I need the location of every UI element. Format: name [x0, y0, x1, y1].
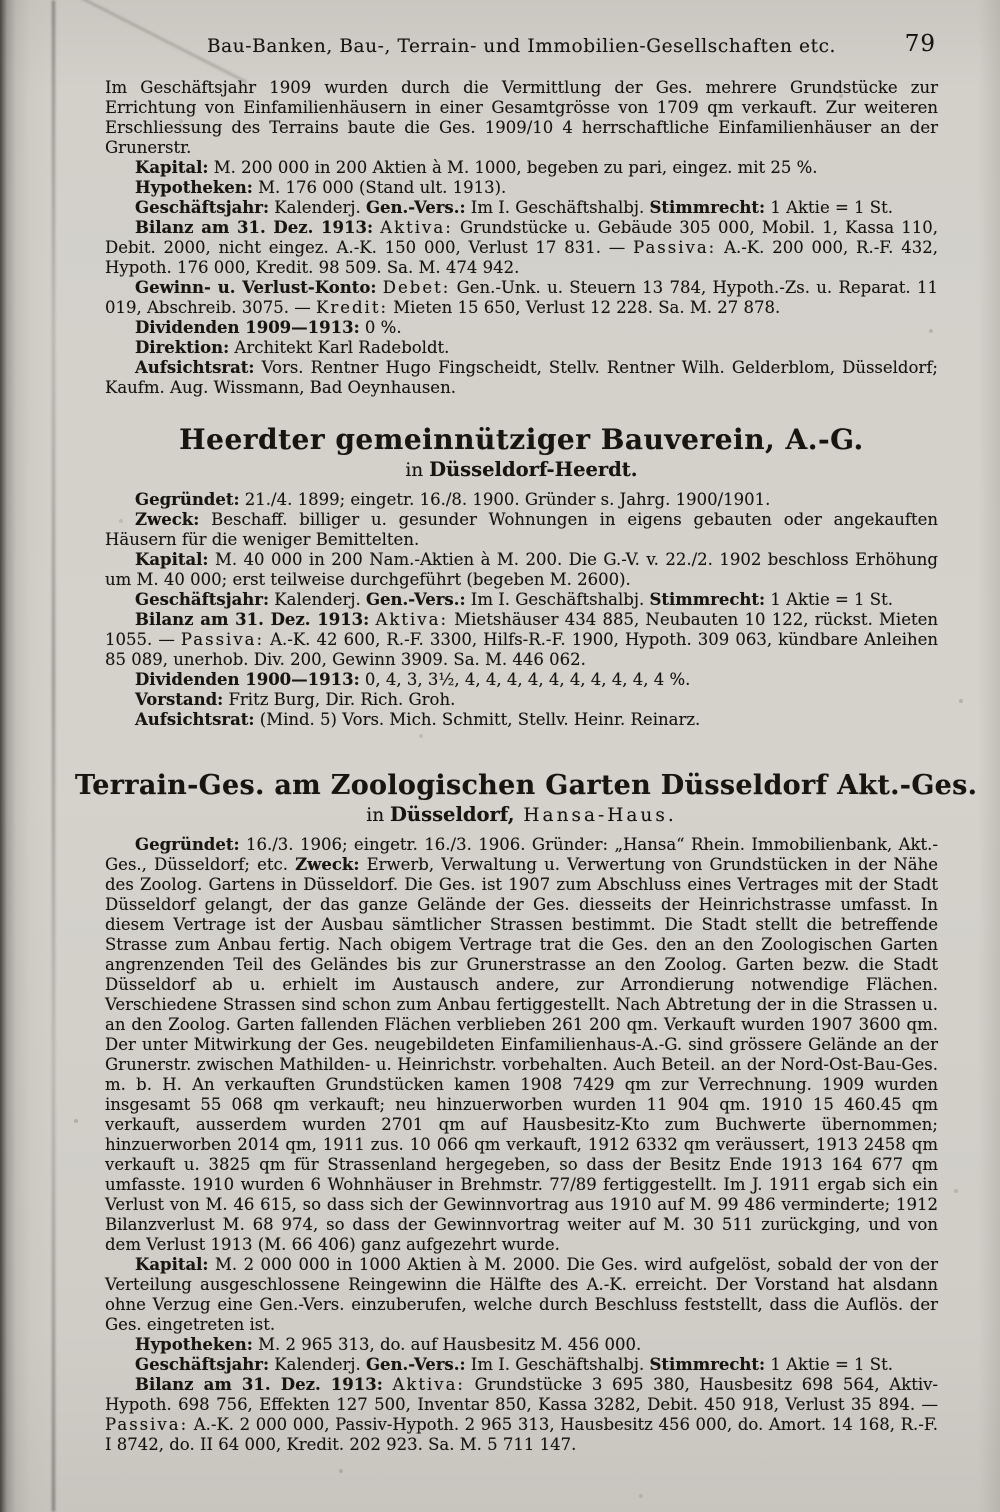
text-segment: Gen.-Vers.: — [365, 1355, 466, 1374]
text-segment: Gen.-Unk. u. Steuern 13 784, Hypoth.-Zs. u. Reparat. 11 019, Abschreib. 3075. — — [105, 278, 938, 317]
page-content — [75, 78, 978, 1455]
text-segment: Geschäftsjahr: — [135, 1355, 270, 1374]
text-segment: Kapital: — [135, 550, 209, 569]
text-segment: in — [366, 805, 390, 826]
text-segment: Aktiva: — [392, 1375, 465, 1394]
entry-paragraph — [105, 338, 938, 358]
text-segment: Gen.-Vers.: — [365, 198, 466, 217]
text-segment: Im I. Geschäftshalbj. — [465, 1355, 650, 1374]
text-segment: Zweck: — [135, 510, 200, 529]
text-segment: M. 2 965 313, do. auf Hausbesitz M. 456 000. — [252, 1335, 642, 1354]
company-name-heading: Terrain-Ges. am Zoologischen Garten Düsseldorf Akt.-Ges. — [75, 770, 978, 801]
text-segment: Kapital: — [135, 158, 209, 177]
text-segment: Fritz Burg, Dir. Rich. Groh. — [223, 690, 456, 709]
entry-paragraph — [105, 710, 938, 730]
text-segment: Hypotheken: — [135, 1335, 253, 1354]
entry-paragraph — [105, 318, 938, 338]
entry-paragraph — [105, 1355, 938, 1375]
text-segment: Aufsichtsrat: — [135, 358, 255, 377]
text-segment: Bilanz am 31. Dez. 1913: — [135, 610, 370, 629]
text-segment: Gen.-Vers.: — [365, 590, 466, 609]
text-segment: Passiva: — [633, 238, 717, 257]
text-segment: Architekt Karl Radeboldt. — [229, 338, 450, 357]
running-head — [105, 31, 938, 57]
text-segment: 0, 4, 3, 3½, 4, 4, 4, 4, 4, 4, 4, 4, 4, 4 %. — [359, 670, 691, 689]
text-segment: Aktiva: — [375, 610, 449, 629]
company-name-heading: Heerdter gemeinnütziger Bauverein, A.-G. — [179, 423, 864, 456]
text-segment: Erwerb, Verwaltung u. Verwertung von Grundstücken in der Nähe des Zoolog. Gartens in Düsseldorf. Die Ges. ist 1907 zum Abschluss eines Vertrages mit der Stadt Düsseldorf gelangt, der das ganze Gelände der Ges. diesseits der Heinrichstrasse umfasst. In diesem Vertrage ist der Ausbau sämtlicher Strassen bestimmt. Die Stadt stellt die betreffende Strasse zum Anbau fertig. Nach obigem Vertrage trat die Ges. den an den Zoologischen Garten angrenzenden Teil des Geländes bis zur Grunerstrasse an den Zoolog. Garten bezw. die Stadt Düsseldorf ab u. erhielt im Austausch andere, zur Arrondierung notwendige Flächen. Verschiedene Strassen sind schon zum Anbau fertiggestellt. Nach Abtretung der in die Strassen u. an den Zoolog. Garten fallenden Flächen verblieben 261 200 qm. Verkauft wurden 1907 3600 qm. Der unter Mitwirkung der Ges. neugebildeten Einfamilienhaus-A.-G. sind grössere Gelände an der Grunerstr. zwischen Mathilden- u. Heinrichstr. vorbehalten. Auch Beteil. an der Nord-Ost-Bau-Ges. m. b. H. An verkauften Grundstücken kamen 1908 7429 qm zur Verrechnung. 1909 wurden insgesamt 55 068 qm verkauft; neu hinzuerworben wurden 11 904 qm. 1910 15 460.45 qm verkauft, ausserdem wurden 2701 qm auf Hausbesitz-Kto zum Buchwerte übernommen; hinzuerworben 2014 qm, 1911 zus. 10 066 qm verkauft, 1912 6332 qm veräussert, 1913 2458 qm verkauft u. 3825 qm für Strassenland hergegeben, so dass der Besitz Ende 1913 164 677 qm umfasste. 1910 wurden 6 Wohnhäuser in Brehmstr. 77/89 fertiggestellt. Im J. 1911 ergab sich ein Verlust von M. 46 615, so dass sich der Gewinnvortrag aus 1910 auf M. 99 486 verminderte; 1912 Bilanzverlust M. 68 974, so dass der Gewinnvortrag weiter auf M. 30 511 zurückging, und von dem Verlust 1913 (M. 66 406) ganz aufgezehrt wurde. — [105, 855, 938, 1254]
text-segment: Passiva: — [105, 1415, 189, 1434]
text-segment: Düsseldorf, — [390, 803, 515, 826]
text-segment: Dividenden 1900—1913: — [135, 670, 360, 689]
text-segment: Direktion: — [135, 338, 230, 357]
text-segment: Im I. Geschäftshalbj. — [465, 590, 650, 609]
text-segment: 1 Aktie = 1 St. — [765, 198, 893, 217]
text-segment: Kalenderj. — [269, 590, 366, 609]
text-segment: 1 Aktie = 1 St. — [765, 590, 893, 609]
running-head-title: Bau-Banken, Bau-, Terrain- und Immobilien-Gesellschaften etc. — [206, 36, 837, 57]
text-segment: Geschäftsjahr: — [135, 198, 270, 217]
text-segment: M. 40 000 in 200 Nam.-Aktien à M. 200. Die G.-V. v. 22./2. 1902 beschloss Erhöhung um M. 40 000; erst teilweise durchgeführt (begeben M. 2600). — [105, 550, 938, 589]
text-segment: M. 176 000 (Stand ult. 1913). — [252, 178, 507, 197]
entry-paragraph — [105, 670, 938, 690]
entry-paragraph — [105, 490, 938, 510]
text-segment: Grundstücke u. Gebäude 305 000, Mobil. 1, Kassa 110, Debit. 2000, nicht eingez. A.-K. 150 000, Verlust 17 831. — — [105, 218, 939, 257]
text-segment: 21./4. 1899; eingetr. 16./8. 1900. Gründer s. Jahrg. 1900/1901. — [239, 490, 771, 509]
text-segment: Mieten 15 650, Verlust 12 228. Sa. M. 27 878. — [388, 298, 781, 317]
text-segment: Stimmrecht: — [649, 198, 766, 217]
text-segment: Stimmrecht: — [649, 1355, 766, 1374]
entry-paragraph — [105, 610, 938, 670]
entry-paragraph — [105, 198, 938, 218]
text-segment: Bilanz am 31. Dez. 1913: — [135, 1375, 383, 1394]
text-segment: Beschaff. billiger u. gesunder Wohnungen in eigens gebauten oder angekauften Häusern für die weniger Bemittelten. — [105, 510, 938, 549]
text-segment: 16./3. 1906; eingetr. 16./3. 1906. Gründer: „Hansa“ Rhein. Immobilienbank, Akt.-Ges., Düsseldorf; etc. — [105, 835, 938, 874]
text-segment: (Mind. 5) Vors. Mich. Schmitt, Stellv. Heinr. Reinarz. — [254, 710, 701, 729]
text-segment: Aufsichtsrat: — [135, 710, 255, 729]
text-segment: Gegründet: — [135, 490, 240, 509]
text-segment: Gegründet: — [135, 835, 240, 854]
text-segment: Kapital: — [135, 1255, 209, 1274]
text-segment: M. 200 000 in 200 Aktien à M. 1000, begeben zu pari, eingez. mit 25 %. — [208, 158, 818, 177]
text-segment: Aktiva: — [380, 218, 453, 237]
entry-paragraph — [105, 178, 938, 198]
entry-paragraph — [105, 510, 938, 550]
text-segment: Vorstand: — [135, 690, 224, 709]
company-location — [105, 458, 938, 481]
text-segment: Geschäftsjahr: — [135, 590, 270, 609]
text-segment: 1 Aktie = 1 St. — [765, 1355, 893, 1374]
text-segment: Düsseldorf-Heerdt. — [429, 458, 638, 481]
text-segment: Stimmrecht: — [649, 590, 766, 609]
company-location — [105, 803, 938, 826]
text-segment: A.-K. 2 000 000, Passiv-Hypoth. 2 965 313, Hausbesitz 456 000, do. Amort. 14 168, R.-F. I 8742, do. II 64 000, Kredit. 202 923. Sa. M. 5 711 147. — [105, 1415, 938, 1454]
text-segment: Kredit: — [316, 298, 389, 317]
text-segment: M. 2 000 000 in 1000 Aktien à M. 2000. Die Ges. wird aufgelöst, sobald der von der Verteilung ausgeschlossene Reingewinn die Hälfte des A.-K. erreicht. Der Vorstand hat alsdann ohne Verzug eine Gen.-Vers. einzuberufen, welche durch Beschluss feststellt, dass die Auflös. der Ges. eingetreten ist. — [105, 1255, 938, 1334]
company-entry — [105, 78, 938, 398]
text-segment: in — [405, 460, 430, 481]
entry-paragraph — [105, 550, 938, 590]
entry-paragraph — [105, 78, 938, 158]
entry-paragraph — [105, 690, 938, 710]
entry-paragraph — [105, 158, 938, 178]
page-binding-crease — [52, 0, 55, 1512]
text-segment: Im I. Geschäftshalbj. — [465, 198, 650, 217]
entry-paragraph — [105, 1375, 938, 1455]
text-segment: 0 %. — [359, 318, 402, 337]
text-segment: Mietshäuser 434 885, Neubauten 10 122, rückst. Mieten 1055. — — [105, 610, 938, 649]
text-segment: Passiva: — [180, 630, 265, 649]
entry-paragraph — [105, 278, 938, 318]
entry-paragraph — [105, 835, 938, 1255]
paper-specks — [0, 0, 2, 2]
page-number: 79 — [904, 31, 936, 57]
text-segment — [383, 1375, 393, 1394]
text-segment: Dividenden 1909—1913: — [135, 318, 360, 337]
text-segment: Kalenderj. — [269, 1355, 366, 1374]
text-segment: Im Geschäftsjahr 1909 wurden durch die Vermittlung der Ges. mehrere Grundstücke zur Errichtung von Einfamilienhäusern in einer Gesamtgrösse von 1709 qm verkauft. Zur weiteren Erschliessung des Terrains baute die Ges. 1909/10 4 herrschaftliche Einfamilienhäuser an der Grunerstr. — [105, 78, 938, 157]
text-segment: Zweck: — [295, 855, 360, 874]
text-segment: Kalenderj. — [269, 198, 366, 217]
text-segment: Bilanz am 31. Dez. 1913: — [135, 218, 374, 237]
entry-paragraph — [105, 590, 938, 610]
text-segment: Gewinn- u. Verlust-Konto: — [135, 278, 377, 297]
entry-paragraph — [105, 218, 938, 278]
text-segment: Hypotheken: — [135, 178, 253, 197]
text-segment: Debet: — [382, 278, 451, 297]
text-segment: Grundstücke 3 695 380, Hausbesitz 698 564, Aktiv-Hypoth. 698 756, Effekten 127 500, Inventar 850, Kassa 3282, Debit. 450 918, Verlust 35 894. — — [105, 1375, 938, 1414]
entry-paragraph — [105, 1255, 938, 1335]
entry-paragraph — [105, 1335, 938, 1355]
text-segment: A.-K. 42 600, R.-F. 3300, Hilfs-R.-F. 1900, Hypoth. 309 063, kündbare Anleihen 85 089, unerhob. Div. 200, Gewinn 3909. Sa. M. 446 062. — [105, 630, 939, 669]
text-segment: A.-K. 200 000, R.-F. 432, Hypoth. 176 000, Kredit. 98 509. Sa. M. 474 942. — [105, 238, 938, 277]
text-segment: Hansa-Haus. — [514, 805, 677, 826]
entry-paragraph — [105, 358, 938, 398]
company-entry — [105, 423, 938, 730]
company-entry — [75, 770, 978, 1455]
text-segment: Vors. Rentner Hugo Fingscheidt, Stellv. Rentner Wilh. Gelderblom, Düsseldorf; Kaufm. Aug. Wissmann, Bad Oeynhausen. — [105, 358, 938, 397]
